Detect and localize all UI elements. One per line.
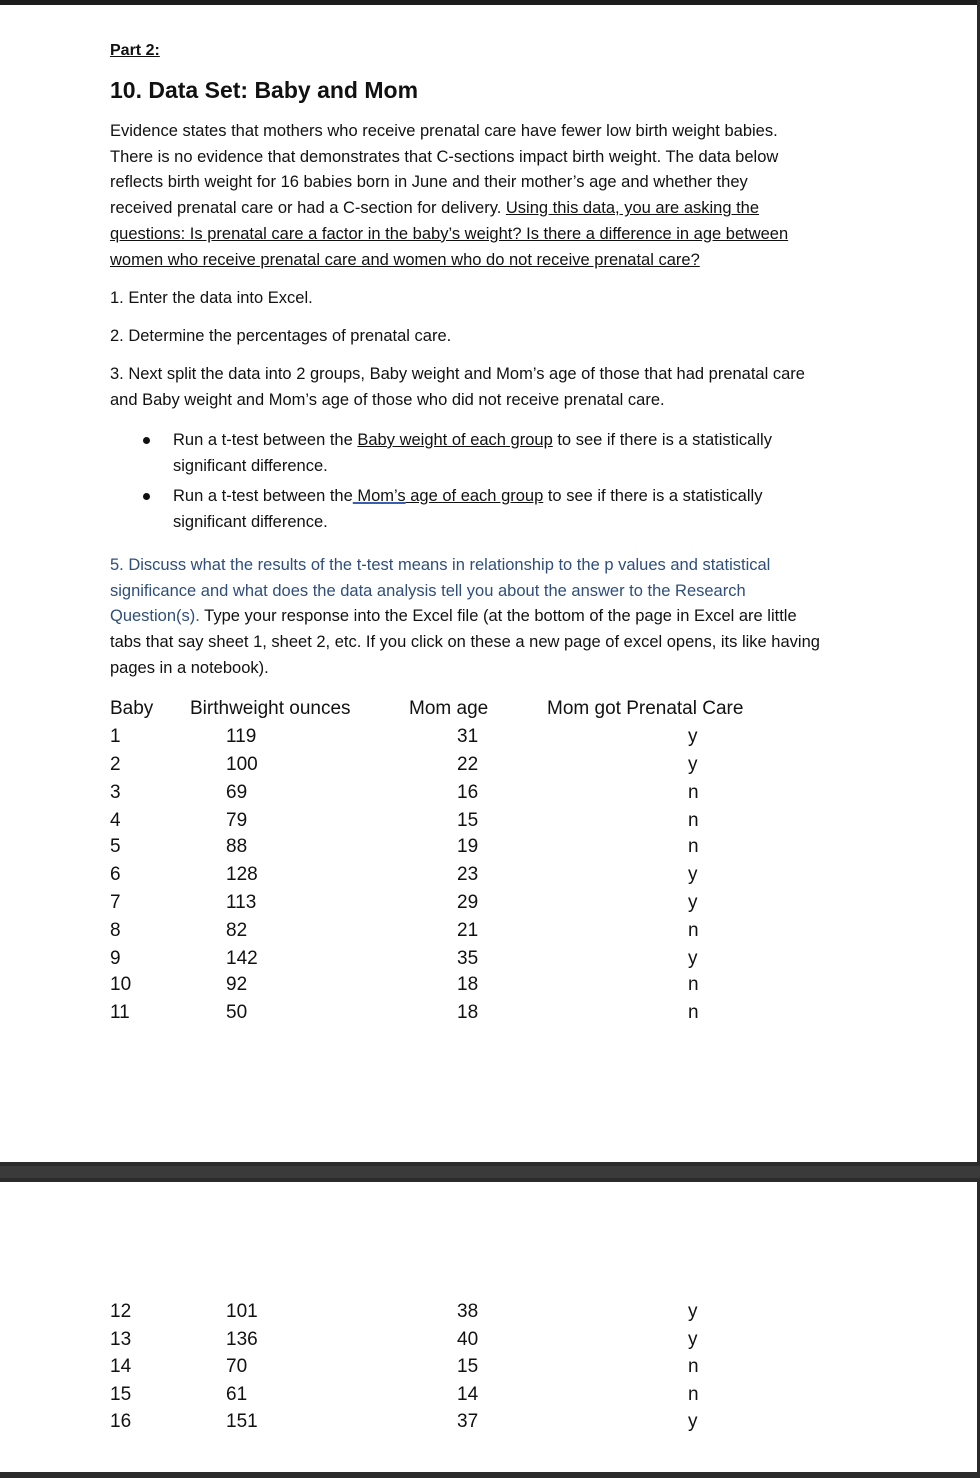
prenatal-care-cell: y <box>688 754 698 775</box>
bottom-border <box>0 1472 980 1478</box>
prenatal-care-cell: n <box>688 810 699 831</box>
mom-age-cell: 37 <box>457 1411 479 1432</box>
baby-number-cell: 10 <box>110 974 132 995</box>
header-birthweight: Birthweight ounces <box>190 698 351 719</box>
mom-age-cell: 18 <box>457 1002 479 1023</box>
birthweight-cell: 128 <box>226 864 258 885</box>
bullet-dot <box>143 437 150 444</box>
mom-age-cell: 14 <box>457 1384 479 1405</box>
mom-age-cell: 23 <box>457 864 479 885</box>
bullet-text: Run a t-test between the <box>173 431 358 449</box>
intro-line: There is no evidence that demonstrates that C-sections impact birth weight. The data below <box>110 147 779 166</box>
bullet-mom-age <box>173 484 762 535</box>
birthweight-cell: 82 <box>226 920 248 941</box>
baby-number-cell: 14 <box>110 1356 132 1377</box>
mom-age-cell: 16 <box>457 782 479 803</box>
baby-number-cell: 7 <box>110 892 121 913</box>
baby-number-cell: 3 <box>110 782 121 803</box>
mom-age-cell: 31 <box>457 726 479 747</box>
intro-text: received prenatal care or had a C-section for delivery. <box>110 199 506 218</box>
intro-line: Evidence states that mothers who receive prenatal care have fewer low birth weight babies. <box>110 122 778 140</box>
intro-paragraph <box>110 119 870 273</box>
bullet-text: Run a t-test between the <box>173 487 353 505</box>
research-question-text: Using this data, you are asking the <box>505 199 760 218</box>
birthweight-cell: 88 <box>226 836 248 857</box>
prenatal-care-cell: y <box>688 1411 698 1432</box>
prenatal-care-cell: n <box>688 1002 699 1023</box>
baby-number-cell: 12 <box>110 1301 132 1322</box>
baby-number-cell: 6 <box>110 864 121 885</box>
birthweight-cell: 113 <box>226 892 257 913</box>
birthweight-cell: 142 <box>226 948 258 969</box>
bullet-text: significant difference. <box>173 456 328 475</box>
birthweight-cell: 136 <box>226 1329 258 1350</box>
research-question-line: women who receive prenatal care and women who do not receive prenatal care? <box>110 250 700 269</box>
birthweight-cell: 151 <box>226 1411 258 1432</box>
header-baby: Baby <box>110 698 154 719</box>
baby-number-cell: 2 <box>110 754 121 775</box>
prenatal-care-cell: n <box>688 836 699 857</box>
page-title: 10. Data Set: Baby and Mom <box>110 77 419 103</box>
birthweight-cell: 119 <box>226 726 257 747</box>
step-5-line: tabs that say sheet 1, sheet 2, etc. If you click on these a new page of excel opens, its like having <box>110 633 820 652</box>
bullet-text: to see if there is a statistically <box>543 487 763 505</box>
mom-age-cell: 35 <box>457 948 479 969</box>
mom-age-cell: 21 <box>457 920 479 941</box>
mom-age-cell: 40 <box>457 1329 479 1350</box>
header-prenatal-care: Mom got Prenatal Care <box>547 698 744 719</box>
baby-number-cell: 11 <box>110 1002 130 1023</box>
part-label: Part 2: <box>110 42 160 59</box>
page-break <box>0 1162 980 1182</box>
mom-age-cell: 22 <box>457 754 479 775</box>
prenatal-care-cell: n <box>688 974 699 995</box>
step-5-text: Type your response into the Excel file (at the bottom of the page in Excel are little <box>199 607 797 626</box>
mom-age-link-spellcheck: Mom’s <box>352 487 406 505</box>
baby-number-cell: 16 <box>110 1411 132 1432</box>
prenatal-care-cell: n <box>688 1384 699 1405</box>
baby-number-cell: 15 <box>110 1384 132 1405</box>
birthweight-cell: 61 <box>226 1384 248 1405</box>
mom-age-cell: 15 <box>457 1356 479 1377</box>
mom-age-cell: 18 <box>457 974 479 995</box>
mom-age-cell: 38 <box>457 1301 479 1322</box>
birthweight-cell: 79 <box>226 810 248 831</box>
step-5-line: significance and what does the data analysis tell you about the answer to the Research <box>110 581 746 600</box>
prenatal-care-cell: y <box>688 726 698 747</box>
bullet-baby-weight <box>173 428 772 479</box>
mom-age-cell: 29 <box>457 892 479 913</box>
prenatal-care-cell: n <box>688 1356 699 1377</box>
bullet-text: significant difference. <box>173 512 328 531</box>
baby-number-cell: 5 <box>110 836 121 857</box>
prenatal-care-cell: y <box>688 1329 698 1350</box>
step-3 <box>110 362 870 413</box>
prenatal-care-cell: y <box>688 948 698 969</box>
baby-number-cell: 9 <box>110 948 121 969</box>
step-2-text: 2. Determine the percentages of prenatal care. <box>110 327 452 345</box>
step-5-line: 5. Discuss what the results of the t-test means in relationship to the p values and statistical <box>110 556 771 574</box>
step-1-text: 1. Enter the data into Excel. <box>110 289 313 307</box>
step-3-line: 3. Next split the data into 2 groups, Baby weight and Mom’s age of those that had prenatal care <box>110 365 805 383</box>
baby-number-cell: 13 <box>110 1329 132 1350</box>
step-5-text: Question(s). <box>110 607 200 626</box>
mom-age-cell: 19 <box>457 836 479 857</box>
bullet-text: to see if there is a statistically <box>552 431 772 449</box>
step-3-line: and Baby weight and Mom’s age of those who did not receive prenatal care. <box>110 390 665 409</box>
research-question-line: questions: Is prenatal care a factor in the baby’s weight? Is there a difference in age between <box>110 224 789 243</box>
intro-line: reflects birth weight for 16 babies born in June and their mother’s age and whether they <box>110 173 748 192</box>
baby-weight-link: Baby weight of each group <box>357 431 553 449</box>
prenatal-care-cell: n <box>688 782 699 803</box>
prenatal-care-cell: y <box>688 864 698 885</box>
mom-age-link: age of each group <box>405 487 544 505</box>
step-1 <box>110 286 870 312</box>
step-2 <box>110 324 870 350</box>
baby-number-cell: 4 <box>110 810 121 831</box>
birthweight-cell: 70 <box>226 1356 248 1377</box>
birthweight-cell: 92 <box>226 974 248 995</box>
header-mom-age: Mom age <box>409 698 489 719</box>
step-5-line: pages in a notebook). <box>110 658 269 677</box>
prenatal-care-cell: y <box>688 892 698 913</box>
bullet-dot <box>143 493 150 500</box>
intro-line <box>110 196 870 222</box>
birthweight-cell: 100 <box>226 754 258 775</box>
birthweight-cell: 50 <box>226 1002 248 1023</box>
top-border <box>0 0 980 5</box>
prenatal-care-cell: y <box>688 1301 698 1322</box>
step-5 <box>110 553 870 682</box>
baby-number-cell: 8 <box>110 920 121 941</box>
mom-age-cell: 15 <box>457 810 479 831</box>
birthweight-cell: 101 <box>226 1301 258 1322</box>
birthweight-cell: 69 <box>226 782 248 803</box>
baby-number-cell: 1 <box>110 726 121 747</box>
prenatal-care-cell: n <box>688 920 699 941</box>
